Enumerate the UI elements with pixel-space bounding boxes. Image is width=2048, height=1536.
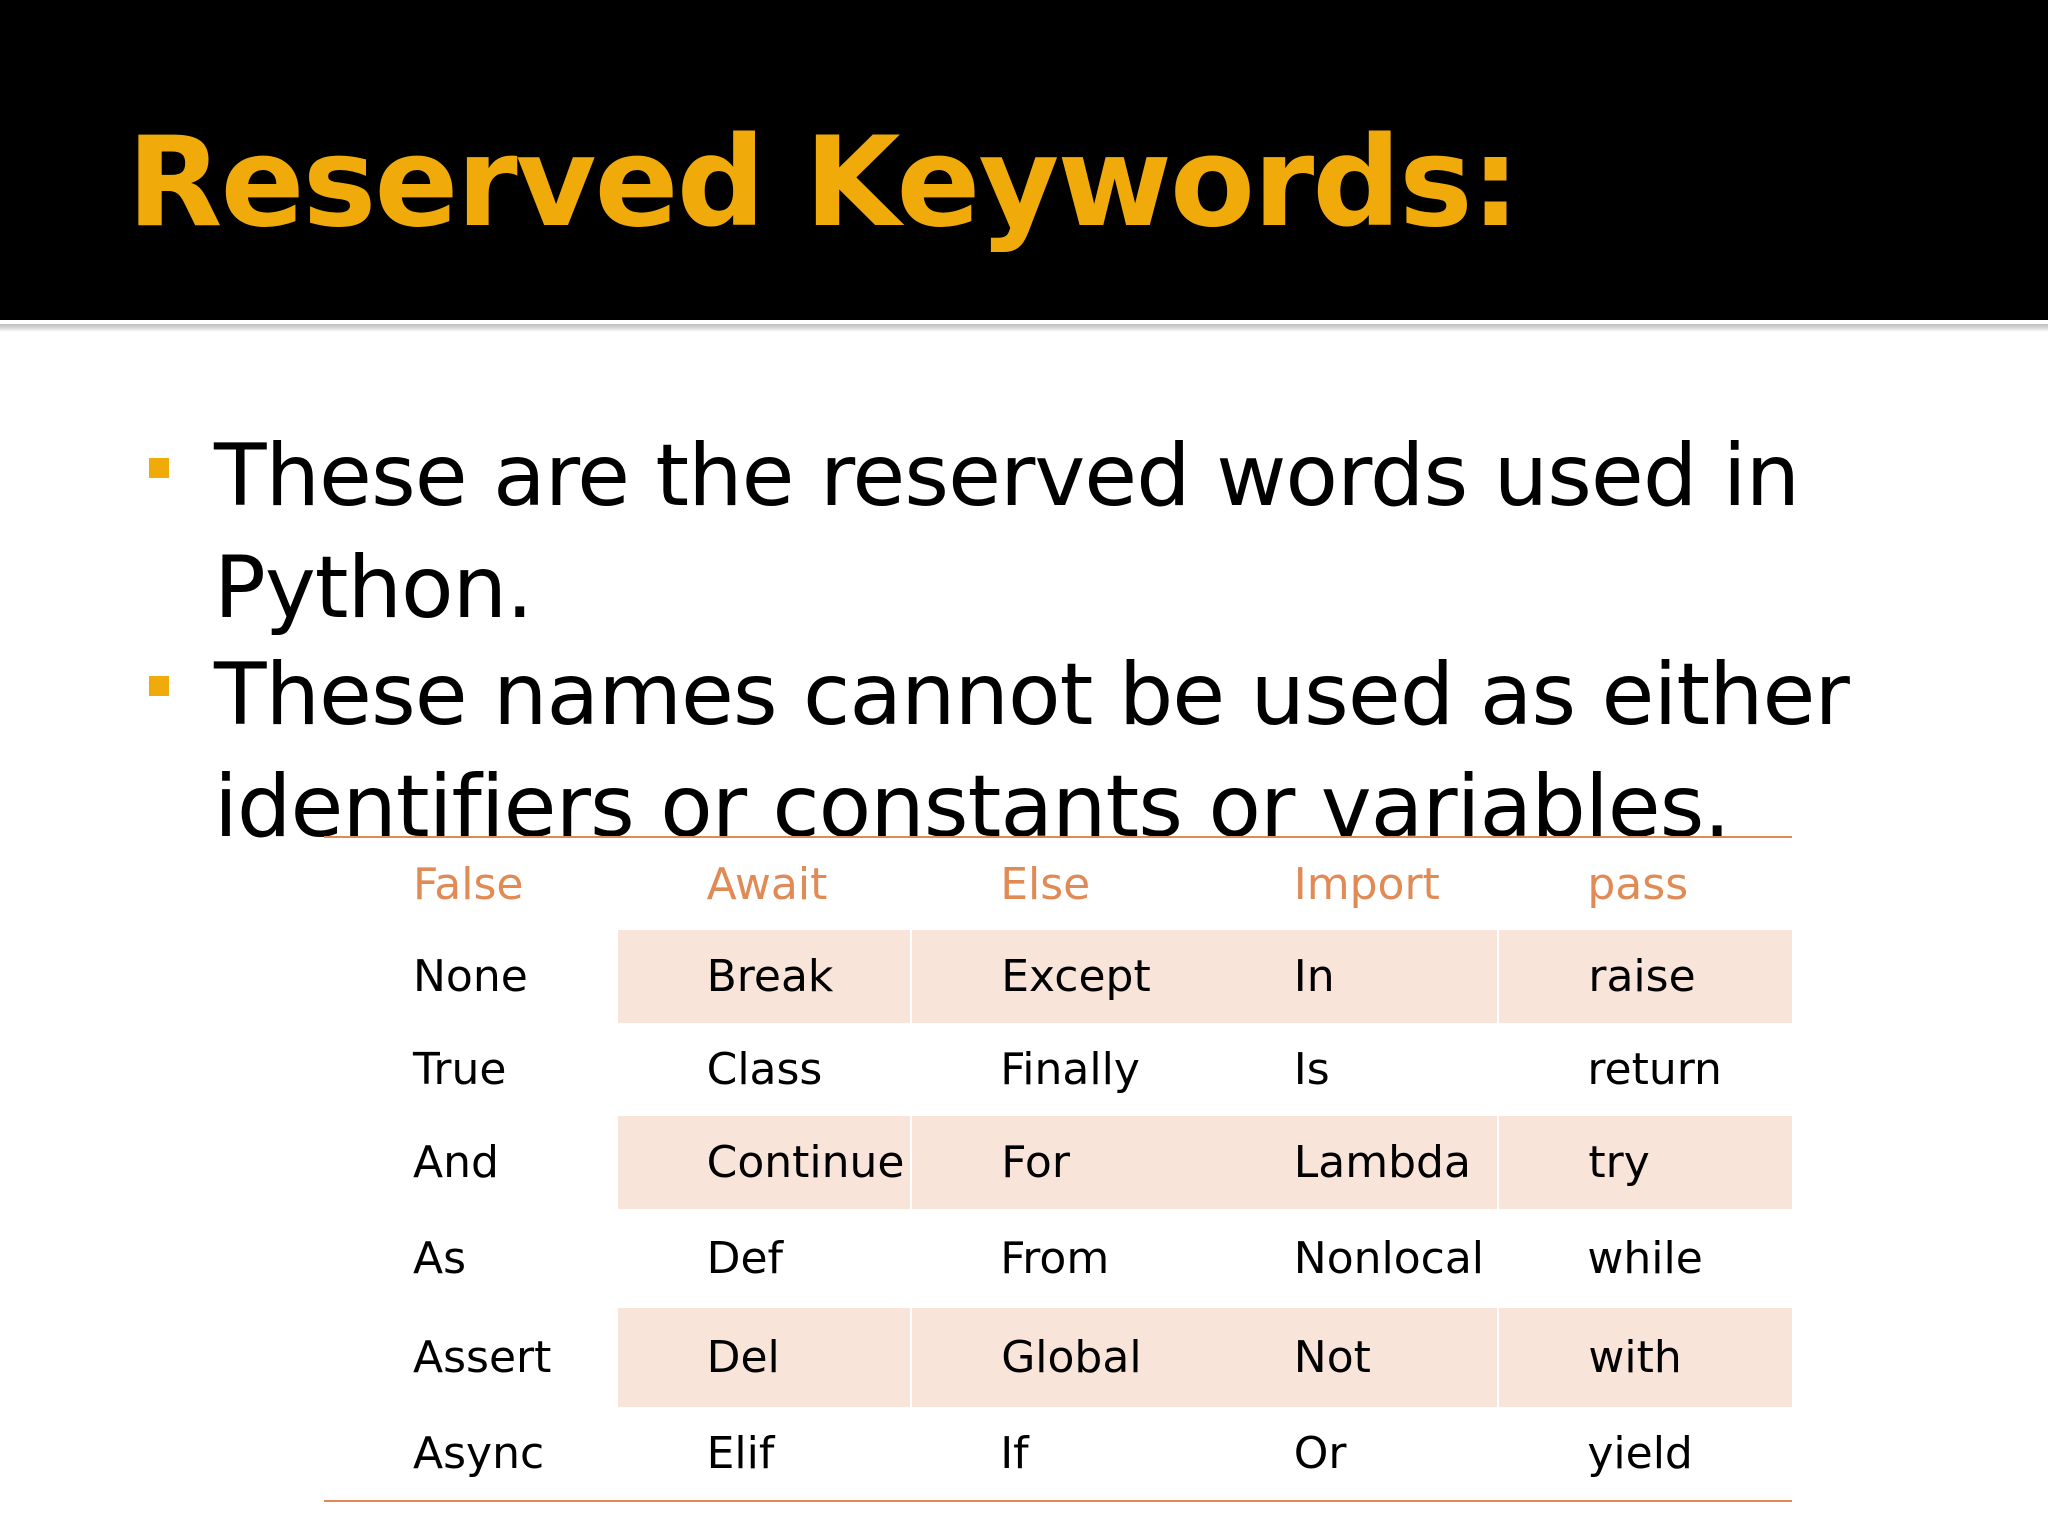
- table-header-cell: Else: [1000, 858, 1091, 910]
- table-cell: Class: [706, 1044, 823, 1095]
- table-cell: If: [1000, 1428, 1029, 1479]
- table-row: [324, 930, 1792, 1023]
- table-header-cell: pass: [1587, 858, 1689, 910]
- table-cell: And: [413, 1137, 499, 1188]
- table-row: [324, 1308, 1792, 1407]
- bullet-2-line-1: These names cannot be used as either: [214, 645, 1849, 745]
- table-cell: raise: [1498, 930, 1792, 1023]
- table-cell: True: [413, 1044, 507, 1095]
- table-cell: Or: [1293, 1428, 1347, 1479]
- table-row: [324, 1209, 1792, 1308]
- table-cell: with: [1498, 1308, 1792, 1407]
- table-header-cell: False: [413, 858, 524, 910]
- table-cell: Not: [1205, 1308, 1499, 1407]
- table-cell: Del: [618, 1308, 912, 1407]
- table-cell: Assert: [413, 1332, 552, 1383]
- bullet-1-line-1: These are the reserved words used in: [214, 426, 1800, 526]
- table-cell: Break: [618, 930, 912, 1023]
- table-row: [324, 1407, 1792, 1501]
- bullet-1-line-2: Python.: [214, 538, 533, 638]
- table-cell: Elif: [706, 1428, 775, 1479]
- table-cell: while: [1587, 1233, 1703, 1284]
- table-cell: In: [1205, 930, 1499, 1023]
- table-cell: Nonlocal: [1293, 1233, 1485, 1284]
- table-cell: yield: [1587, 1428, 1693, 1479]
- table-header-row: [324, 837, 1792, 930]
- bullet-2-line-2: identifiers or constants or variables.: [214, 757, 1730, 840]
- reserved-keywords-table: [324, 836, 1792, 1502]
- table-cell: Global: [911, 1308, 1205, 1407]
- table-cell: Lambda: [1205, 1116, 1499, 1209]
- table-cell: As: [413, 1233, 467, 1284]
- table-cell: None: [413, 951, 528, 1002]
- table-cell: For: [911, 1116, 1205, 1209]
- slide-title: Reserved Keywords:: [127, 111, 1519, 255]
- table-cell: Except: [911, 930, 1205, 1023]
- table-cell: Async: [413, 1428, 545, 1479]
- table-cell: Finally: [1000, 1044, 1140, 1095]
- table-cell: return: [1587, 1044, 1722, 1095]
- table-row: [324, 1023, 1792, 1116]
- table-cell: Continue: [618, 1116, 912, 1209]
- table-cell: Def: [706, 1233, 784, 1284]
- table-header-cell: Import: [1293, 858, 1440, 910]
- table-header-cell: Await: [706, 858, 828, 910]
- table-row: [324, 1116, 1792, 1209]
- table-cell: try: [1498, 1116, 1792, 1209]
- bullet-marker-icon: [149, 676, 169, 696]
- bullet-marker-icon: [149, 458, 169, 478]
- table-cell: Is: [1293, 1044, 1330, 1095]
- table-cell: From: [1000, 1233, 1110, 1284]
